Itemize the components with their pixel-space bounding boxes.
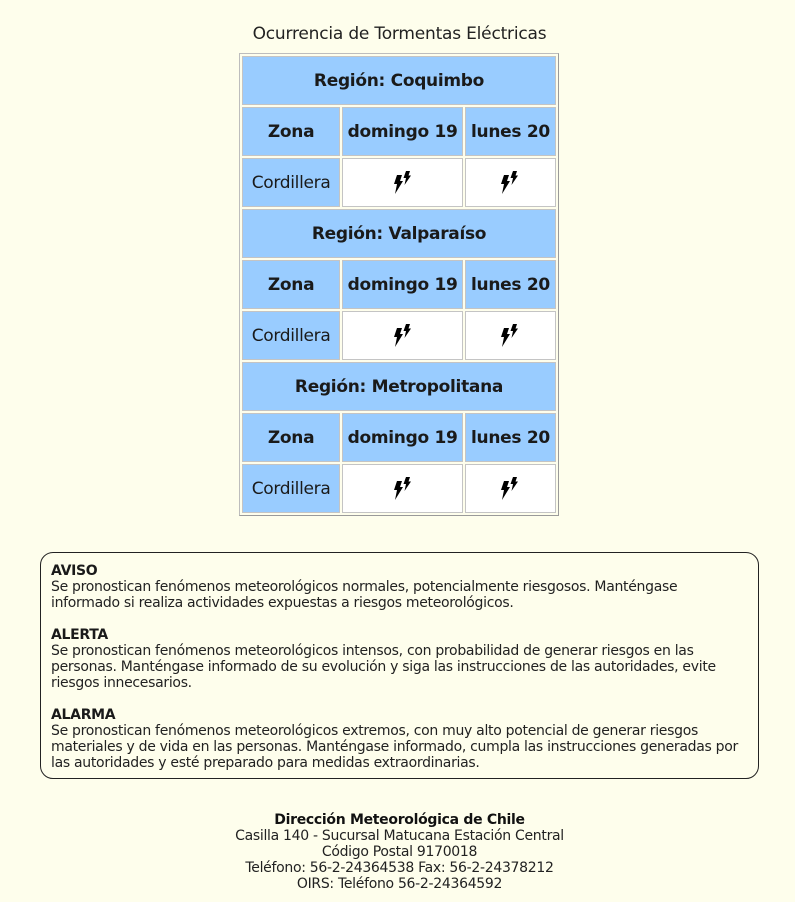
header-row xyxy=(242,413,556,462)
region-title: Región: Valparaíso xyxy=(242,209,556,258)
legend-item-aviso xyxy=(51,563,748,611)
forecast-cell xyxy=(342,464,463,513)
thunderstorm-icon xyxy=(498,323,522,349)
header-zona: Zona xyxy=(242,413,340,462)
region-title: Región: Metropolitana xyxy=(242,362,556,411)
footer-oirs: OIRS: Teléfono 56-2-24364592 xyxy=(296,876,503,892)
footer-postal: Código Postal 9170018 xyxy=(321,844,478,860)
legend-text: Se pronostican fenómenos meteorológicos intensos, con probabilidad de generar riesgos en las personas. Manténgase informado de su evolución y siga las instrucciones de las autoridades, evite riesgos innecesarios. xyxy=(51,643,716,691)
region-title: Región: Coquimbo xyxy=(242,56,556,105)
table-caption: Ocurrencia de Tormentas Eléctricas xyxy=(252,24,547,44)
header-day-2: lunes 20 xyxy=(465,260,556,309)
forecast-cell xyxy=(465,311,556,360)
thunderstorm-icon xyxy=(391,323,415,349)
forecast-cell xyxy=(465,464,556,513)
footer xyxy=(0,812,795,892)
zone-name: Cordillera xyxy=(242,311,340,360)
zone-name: Cordillera xyxy=(242,158,340,207)
header-zona: Zona xyxy=(242,260,340,309)
region-row xyxy=(242,209,556,258)
table-row xyxy=(242,158,556,207)
header-day-1: domingo 19 xyxy=(342,260,463,309)
region-row xyxy=(242,56,556,105)
table-row xyxy=(242,311,556,360)
legend-title: ALERTA xyxy=(51,627,108,643)
forecast-cell xyxy=(342,311,463,360)
legend-text: Se pronostican fenómenos meteorológicos extremos, con muy alto potencial de generar riesgos materiales y de vida en las personas. Manténgase informado, cumpla las instrucciones generadas por las autoridades y esté preparado para medidas extraordinarias. xyxy=(51,723,738,771)
table-row xyxy=(242,464,556,513)
footer-phone-fax: Teléfono: 56-2-24364538 Fax: 56-2-24378212 xyxy=(245,860,554,876)
header-day-2: lunes 20 xyxy=(465,107,556,156)
storm-table xyxy=(239,53,559,516)
footer-address: Casilla 140 - Sucursal Matucana Estación Central xyxy=(235,828,564,844)
warning-legend xyxy=(40,552,759,779)
thunderstorm-icon xyxy=(498,170,522,196)
legend-item-alarma xyxy=(51,707,748,771)
forecast-cell xyxy=(342,158,463,207)
legend-title: ALARMA xyxy=(51,707,116,723)
legend-title: AVISO xyxy=(51,563,98,579)
header-row xyxy=(242,107,556,156)
header-day-1: domingo 19 xyxy=(342,107,463,156)
thunderstorm-icon xyxy=(498,476,522,502)
region-row xyxy=(242,362,556,411)
forecast-cell xyxy=(465,158,556,207)
thunderstorm-icon xyxy=(391,170,415,196)
zone-name: Cordillera xyxy=(242,464,340,513)
legend-item-alerta xyxy=(51,627,748,691)
thunderstorm-icon xyxy=(391,476,415,502)
header-day-1: domingo 19 xyxy=(342,413,463,462)
header-day-2: lunes 20 xyxy=(465,413,556,462)
header-row xyxy=(242,260,556,309)
legend-text: Se pronostican fenómenos meteorológicos normales, potencialmente riesgosos. Manténgase informado si realiza actividades expuestas a riesgos meteorológicos. xyxy=(51,579,678,611)
footer-org: Dirección Meteorológica de Chile xyxy=(274,812,525,828)
header-zona: Zona xyxy=(242,107,340,156)
